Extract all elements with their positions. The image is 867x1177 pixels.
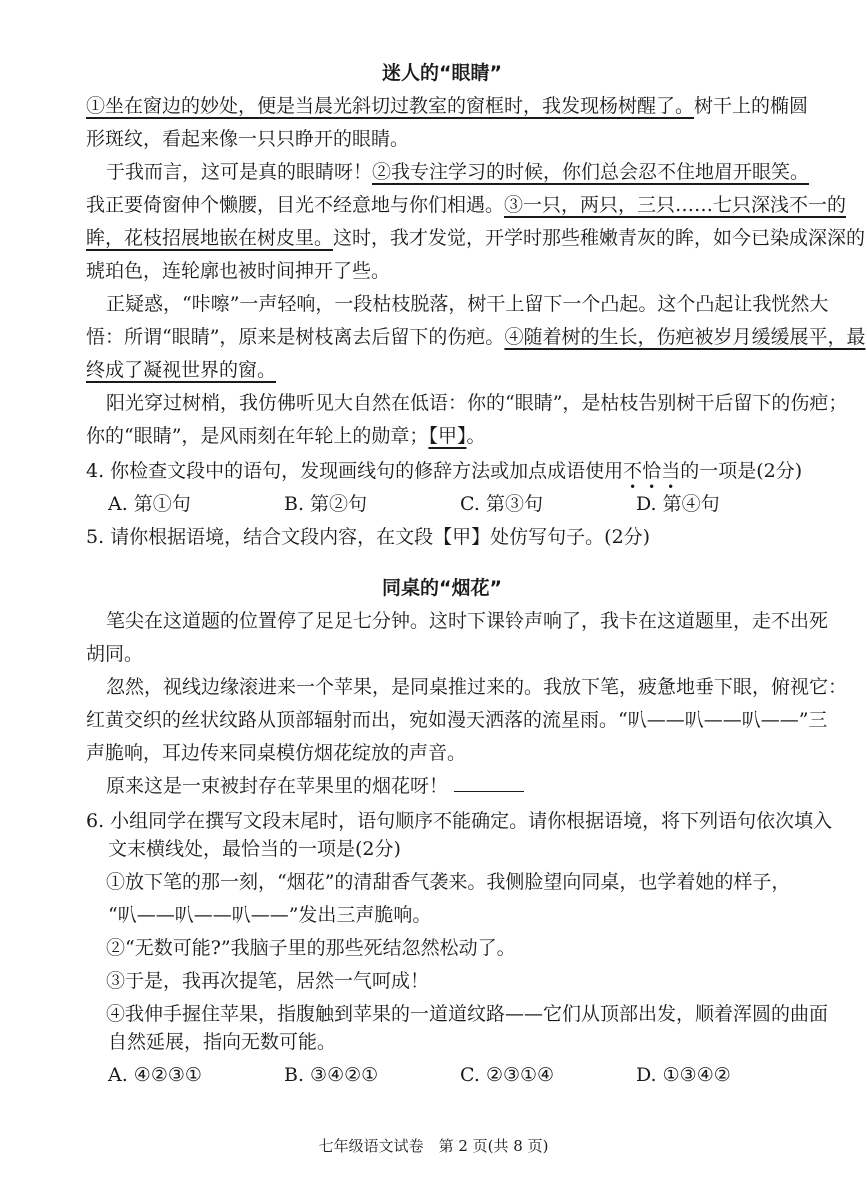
s1-l10-seg1: 阳光穿过树梢，我仿佛听见大自然在低语：你的“眼睛”，是枯枝告别树干后留下的伤疤； [106, 392, 848, 414]
emphasis-char: 当 [661, 460, 681, 482]
s1-line-5 [86, 225, 866, 251]
s1-line-2 [86, 126, 798, 152]
q6-item-4: ④我伸手握住苹果，指腹触到苹果的一道道纹路——它们从顶部出发，顺着浑圆的曲面 [106, 1003, 829, 1025]
s1-l1-seg2: 树干上的椭圆 [694, 95, 809, 117]
s1-l8-seg1: 悟：所谓“眼睛”，原来是树枝离去后留下的伤疤。 [86, 326, 505, 348]
s2-line-3: 忽然，视线边缘滚进来一个苹果，是同桌推过来的。我放下笔，疲惫地垂下眼，俯视它： [106, 676, 848, 698]
q6-stem-2: 文末横线处，最恰当的一项是(2分) [108, 838, 401, 860]
q6-item-2: ②“无数可能?”我脑子里的那些死结忽然松动了。 [106, 937, 516, 959]
q4-stem [86, 458, 803, 484]
q6-option-a[interactable]: A. ④②③① [108, 1064, 202, 1086]
s1-l11-seg3: 。 [466, 425, 486, 447]
q6-item-1-cont: “叭——叭——叭——”发出三声脆响。 [108, 904, 432, 926]
q4-stem-pre: 4. 你检查文段中的语句，发现画线句的修辞方法或加点成语使用 [86, 460, 624, 482]
s1-l9-seg1: 终成了凝视世界的窗。 [86, 359, 277, 381]
s1-l2-seg1: 形斑纹，看起来像一只只睁开的眼睛。 [86, 128, 410, 150]
s1-l11-seg1: 你的“眼睛”，是风雨刻在年轮上的勋章； [86, 425, 429, 447]
q4-stem-dot [623, 460, 680, 482]
s2-line-5: 声脆响，耳边传来同桌模仿烟花绽放的声音。 [86, 742, 467, 764]
s1-l1-seg1: ①坐在窗边的妙处，便是当晨光斜切过教室的窗框时，我发现杨树醒了。 [86, 95, 695, 117]
s1-line-10 [106, 390, 848, 416]
q6-option-d[interactable]: D. ①③④② [636, 1064, 731, 1086]
q6-option-c[interactable]: C. ②③①④ [460, 1064, 555, 1086]
q4-option-b[interactable]: B. 第②句 [284, 493, 368, 515]
s1-line-9 [86, 357, 798, 383]
s1-line-1 [86, 93, 809, 119]
q4-stem-post: 的一项是(2分) [680, 460, 803, 482]
q4-option-c[interactable]: C. 第③句 [460, 493, 543, 515]
s1-l8-seg2: ④随着树的生长，伤疤被岁月缓缓展平，最 [504, 326, 866, 348]
q4-options [108, 491, 820, 517]
s2-line-1: 笔尖在这道题的位置停了足足七分钟。这时下课铃声响了，我卡在这道题里，走不出死 [106, 610, 829, 632]
q4-option-d[interactable]: D. 第④句 [636, 493, 720, 515]
section2-title: 同桌的“烟花” [382, 577, 502, 599]
q6-option-b[interactable]: B. ③④②① [284, 1064, 379, 1086]
s1-line-3 [106, 159, 810, 185]
q6-options [108, 1062, 820, 1088]
q4-option-a[interactable]: A. 第①句 [108, 493, 191, 515]
s1-l3-seg2: ②我专注学习的时候，你们总会忍不住地眉开眼笑。 [372, 161, 810, 183]
q6-item-3: ③于是，我再次提笔，居然一气呵成！ [106, 970, 430, 992]
s2-line-4: 红黄交织的丝状纹路从顶部辐射而出，宛如漫天洒落的流星雨。“叭——叭——叭——”三 [86, 709, 828, 731]
s1-line-4 [86, 192, 847, 218]
q6-stem-1: 6. 小组同学在撰写文段末尾时，语句顺序不能确定。请你根据语境，将下列语句依次填入 [86, 810, 833, 832]
q5-stem: 5. 请你根据语境，结合文段内容，在文段【甲】处仿写句子。(2分) [86, 526, 651, 548]
s1-l4-seg1: 我正要倚窗伸个懒腰，目光不经意地与你们相遇。 [86, 194, 505, 216]
q6-item-4-cont: 自然延展，指向无数可能。 [108, 1031, 337, 1053]
answer-blank[interactable] [454, 773, 524, 792]
s1-l5-seg2: 这时，我才发觉，开学时那些稚嫩青灰的眸，如今已染成深深的 [333, 227, 866, 249]
section1-title: 迷人的“眼睛” [382, 62, 502, 84]
s1-line-7 [106, 291, 829, 317]
s1-l7-seg1: 正疑惑，“咔嚓”一声轻响，一段枯枝脱落，树干上留下一个凸起。这个凸起让我恍然大 [106, 293, 829, 315]
page-footer: 七年级语文试卷 第 2 页(共 8 页) [318, 1137, 549, 1155]
s1-line-11 [86, 423, 798, 449]
s1-line-6 [86, 258, 798, 284]
s1-l4-seg2: ③一只，两只，三只……七只深浅不一的 [504, 194, 847, 216]
s1-l3-seg1: 于我而言，这可是真的眼睛呀！ [106, 161, 373, 183]
s2-line-2: 胡同。 [86, 643, 144, 665]
s1-l6-seg1: 琥珀色，连轮廓也被时间抻开了些。 [86, 260, 391, 282]
s1-l5-seg1: 眸，花枝招展地嵌在树皮里。 [86, 227, 334, 249]
q6-item-1: ①放下笔的那一刻，“烟花”的清甜香气袭来。我侧脸望向同桌，也学着她的样子， [106, 871, 791, 893]
emphasis-char: 恰 [642, 460, 662, 482]
s1-line-8 [86, 324, 866, 350]
s2-line-6 [106, 773, 798, 799]
s1-l11-seg2: 【甲】 [428, 425, 467, 447]
emphasis-char: 不 [623, 460, 643, 482]
s2-line-6-text: 原来这是一束被封存在苹果里的烟花呀！ [106, 775, 449, 797]
